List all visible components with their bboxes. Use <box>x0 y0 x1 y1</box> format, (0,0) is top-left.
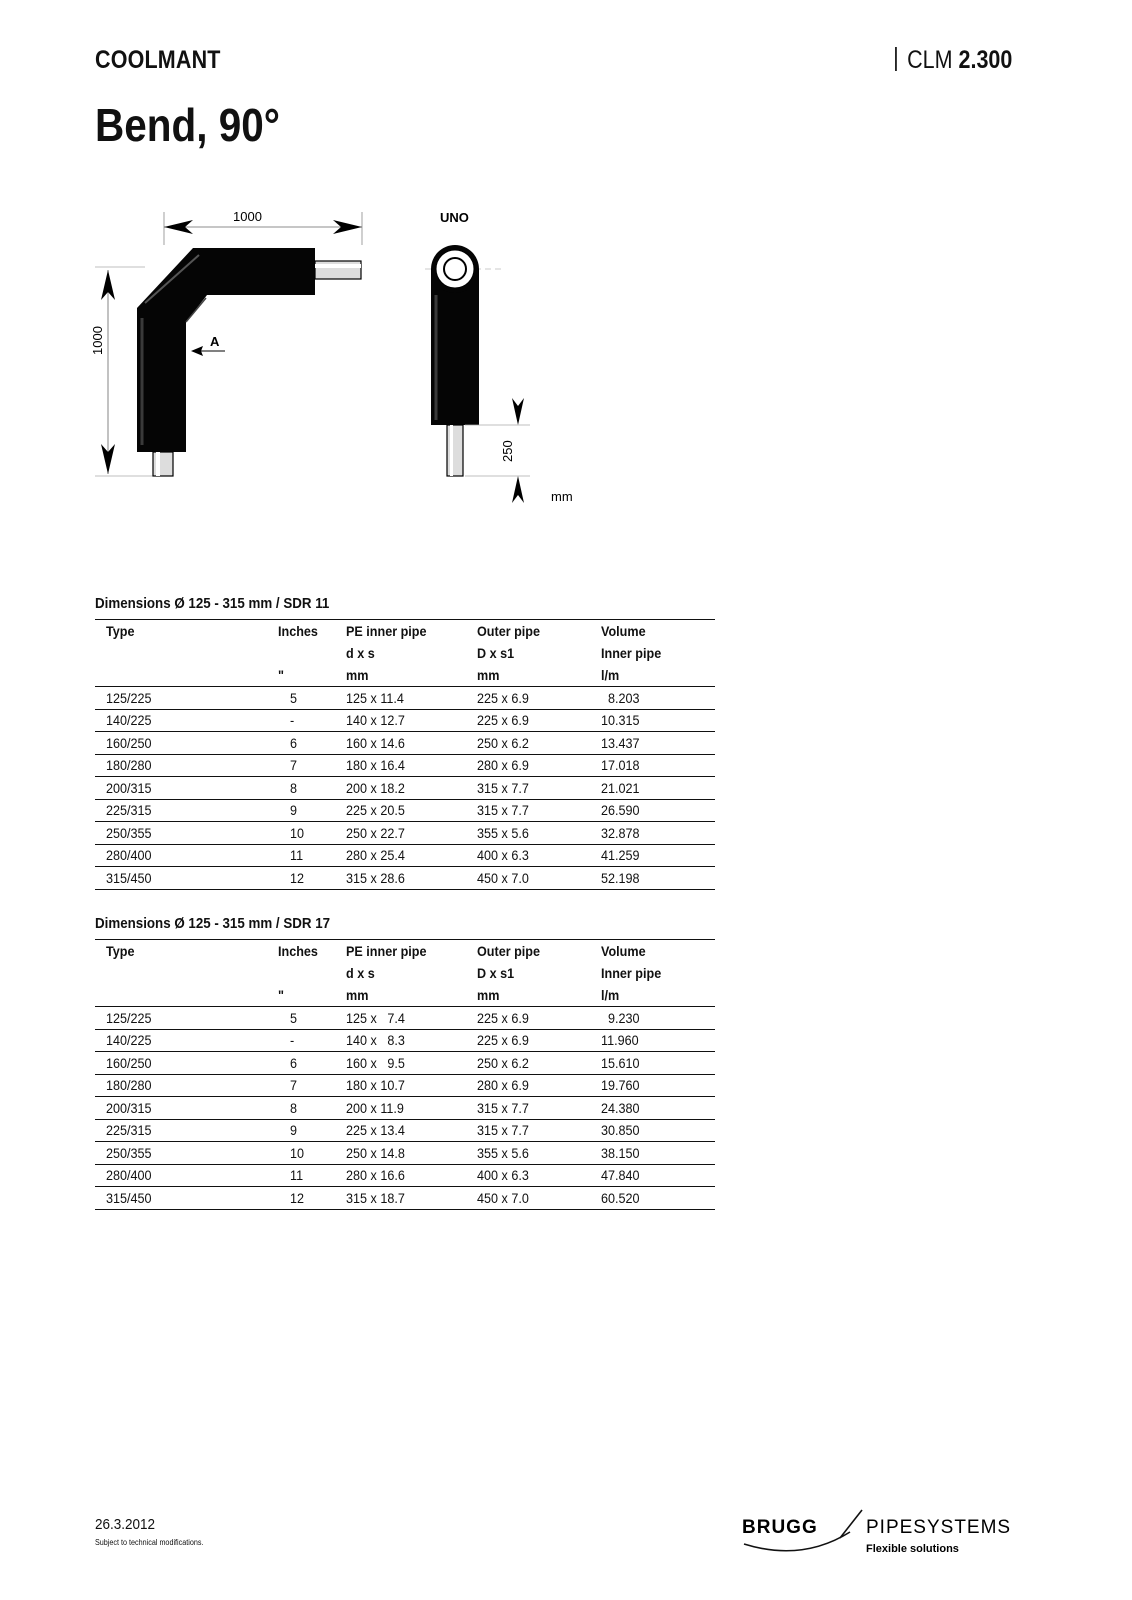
cell-inches: 12 <box>290 1189 305 1206</box>
table-section-sdr11 <box>95 596 715 890</box>
header-outer: Outer pipe <box>477 623 541 639</box>
cell-inches: 5 <box>290 1009 298 1026</box>
cell-type: 250/355 <box>106 1144 152 1161</box>
cell-outer: 280 x 6.9 <box>477 1077 529 1094</box>
cell-outer: 225 x 6.9 <box>477 689 529 706</box>
cell-pe: 180 x 16.4 <box>346 757 405 774</box>
header-outer-unit: mm <box>477 987 500 1003</box>
table-title: Dimensions Ø 125 - 315 mm / SDR 11 <box>95 596 330 612</box>
unit-label: mm <box>551 489 573 504</box>
cell-type: 225/315 <box>106 802 152 819</box>
bend-drawing <box>85 200 605 560</box>
cell-outer: 400 x 6.3 <box>477 1167 529 1184</box>
cell-inches: 6 <box>290 1054 298 1071</box>
dimensions-table <box>95 619 715 890</box>
cell-outer: 315 x 7.7 <box>477 802 529 819</box>
cell-inches: - <box>290 1032 295 1049</box>
table-row <box>95 1074 715 1097</box>
cell-inches: 10 <box>290 824 305 841</box>
header-volume-unit: l/m <box>601 667 620 683</box>
table-row <box>95 799 715 822</box>
arrow-a-label: A <box>210 334 220 349</box>
header-inches-unit: " <box>278 667 284 683</box>
table-row <box>95 1142 715 1165</box>
table-row <box>95 709 715 732</box>
cell-volume: 8.203 <box>601 689 640 706</box>
cell-outer: 225 x 6.9 <box>477 712 529 729</box>
table-row <box>95 1007 715 1030</box>
header-pe-sub: d x s <box>346 965 375 981</box>
table-row <box>95 822 715 845</box>
cell-inches: 7 <box>290 1077 298 1094</box>
header-inches: Inches <box>278 623 318 639</box>
cell-inches: 8 <box>290 779 298 796</box>
cell-pe: 125 x 7.4 <box>346 1009 405 1026</box>
cell-outer: 450 x 7.0 <box>477 869 529 886</box>
cell-pe: 250 x 22.7 <box>346 824 405 841</box>
cell-volume: 60.520 <box>601 1189 640 1206</box>
table-row <box>95 754 715 777</box>
cell-type: 315/450 <box>106 1189 152 1206</box>
cell-type: 280/400 <box>106 1167 152 1184</box>
cell-volume: 9.230 <box>601 1009 640 1026</box>
table-row <box>95 867 715 890</box>
cell-inches: 12 <box>290 869 305 886</box>
table-section-sdr17 <box>95 916 715 1210</box>
table-row <box>95 687 715 710</box>
cell-type: 200/315 <box>106 779 152 796</box>
header-volume: Volume <box>601 943 646 959</box>
table-row <box>95 1187 715 1210</box>
logo-left-text: BRUGG <box>742 1517 818 1538</box>
cell-pe: 160 x 9.5 <box>346 1054 405 1071</box>
cell-type: 280/400 <box>106 847 152 864</box>
cell-outer: 225 x 6.9 <box>477 1032 529 1049</box>
cell-type: 200/315 <box>106 1099 152 1116</box>
header-volume-sub: Inner pipe <box>601 645 662 661</box>
table-row <box>95 1119 715 1142</box>
cell-type: 315/450 <box>106 869 152 886</box>
cell-type: 160/250 <box>106 1054 152 1071</box>
cell-pe: 280 x 16.6 <box>346 1167 405 1184</box>
header-type: Type <box>106 623 135 639</box>
cell-pe: 315 x 28.6 <box>346 869 405 886</box>
cell-type: 140/225 <box>106 712 152 729</box>
cell-pe: 315 x 18.7 <box>346 1189 405 1206</box>
view-label: UNO <box>440 210 469 225</box>
cell-volume: 19.760 <box>601 1077 640 1094</box>
dimensions-table <box>95 939 715 1210</box>
table-row <box>95 1029 715 1052</box>
cell-volume: 13.437 <box>601 734 640 751</box>
cell-type: 180/280 <box>106 1077 152 1094</box>
table-row <box>95 732 715 755</box>
cell-volume: 21.021 <box>601 779 640 796</box>
page-title: Bend, 90° <box>95 99 280 151</box>
cell-volume: 24.380 <box>601 1099 640 1116</box>
code-number: 2.300 <box>958 46 1012 74</box>
cell-type: 250/355 <box>106 824 152 841</box>
cell-pe: 200 x 18.2 <box>346 779 405 796</box>
cell-outer: 225 x 6.9 <box>477 1009 529 1026</box>
cell-type: 225/315 <box>106 1122 152 1139</box>
cell-outer: 315 x 7.7 <box>477 779 529 796</box>
cell-inches: 9 <box>290 802 298 819</box>
cell-volume: 11.960 <box>601 1032 639 1049</box>
table-row <box>95 1164 715 1187</box>
header-inches-unit: " <box>278 987 284 1003</box>
cell-outer: 280 x 6.9 <box>477 757 529 774</box>
cell-inches: - <box>290 712 295 729</box>
cell-type: 140/225 <box>106 1032 152 1049</box>
cell-outer: 355 x 5.6 <box>477 824 529 841</box>
cell-volume: 10.315 <box>601 712 640 729</box>
cell-pe: 225 x 20.5 <box>346 802 405 819</box>
header-inches: Inches <box>278 943 318 959</box>
cell-pe: 125 x 11.4 <box>346 689 404 706</box>
cell-pe: 140 x 8.3 <box>346 1032 405 1049</box>
cell-volume: 47.840 <box>601 1167 640 1184</box>
header-pe: PE inner pipe <box>346 943 427 959</box>
header-outer-sub: D x s1 <box>477 645 515 661</box>
cell-volume: 17.018 <box>601 757 640 774</box>
code-divider <box>895 47 897 71</box>
table-row <box>95 777 715 800</box>
cell-pe: 180 x 10.7 <box>346 1077 405 1094</box>
header-pe-unit: mm <box>346 987 369 1003</box>
cell-pe: 250 x 14.8 <box>346 1144 405 1161</box>
table-row <box>95 844 715 867</box>
brugg-logo <box>742 1508 1042 1568</box>
footer-note: Subject to technical modifications. <box>95 1538 204 1547</box>
dim-width-label: 1000 <box>233 209 262 224</box>
header-outer-sub: D x s1 <box>477 965 515 981</box>
cell-pe: 200 x 11.9 <box>346 1099 404 1116</box>
cell-volume: 38.150 <box>601 1144 640 1161</box>
cell-type: 180/280 <box>106 757 152 774</box>
header-volume: Volume <box>601 623 646 639</box>
cell-inches: 10 <box>290 1144 305 1161</box>
cell-type: 160/250 <box>106 734 152 751</box>
header-outer: Outer pipe <box>477 943 541 959</box>
cell-inches: 6 <box>290 734 298 751</box>
header-volume-unit: l/m <box>601 987 620 1003</box>
table-row <box>95 1052 715 1075</box>
header-pe: PE inner pipe <box>346 623 427 639</box>
cell-outer: 250 x 6.2 <box>477 1054 529 1071</box>
product-code <box>895 46 1012 75</box>
cell-outer: 355 x 5.6 <box>477 1144 529 1161</box>
footer-date: 26.3.2012 <box>95 1516 156 1533</box>
dim-leg-label: 250 <box>500 440 515 462</box>
cell-inches: 8 <box>290 1099 298 1116</box>
cell-inches: 9 <box>290 1122 298 1139</box>
header-volume-sub: Inner pipe <box>601 965 662 981</box>
cell-outer: 315 x 7.7 <box>477 1122 529 1139</box>
logo-right-text: PIPESYSTEMS <box>866 1517 1012 1538</box>
dim-height-label: 1000 <box>90 326 105 355</box>
table-row <box>95 1097 715 1120</box>
code-prefix: CLM <box>906 46 953 74</box>
cell-type: 125/225 <box>106 1009 152 1026</box>
cell-outer: 250 x 6.2 <box>477 734 529 751</box>
cell-inches: 7 <box>290 757 298 774</box>
brand-name: COOLMANT <box>95 46 221 74</box>
cell-volume: 30.850 <box>601 1122 640 1139</box>
cell-pe: 225 x 13.4 <box>346 1122 405 1139</box>
cell-outer: 315 x 7.7 <box>477 1099 529 1116</box>
cell-pe: 160 x 14.6 <box>346 734 405 751</box>
header-type: Type <box>106 943 135 959</box>
cell-volume: 15.610 <box>601 1054 640 1071</box>
cell-inches: 11 <box>290 1167 304 1184</box>
cell-inches: 5 <box>290 689 298 706</box>
cell-volume: 32.878 <box>601 824 640 841</box>
cell-pe: 280 x 25.4 <box>346 847 405 864</box>
table-title: Dimensions Ø 125 - 315 mm / SDR 17 <box>95 916 331 932</box>
header-outer-unit: mm <box>477 667 500 683</box>
cell-type: 125/225 <box>106 689 152 706</box>
cell-volume: 41.259 <box>601 847 640 864</box>
cell-pe: 140 x 12.7 <box>346 712 405 729</box>
cell-volume: 26.590 <box>601 802 640 819</box>
cell-outer: 400 x 6.3 <box>477 847 529 864</box>
header-pe-unit: mm <box>346 667 369 683</box>
cell-outer: 450 x 7.0 <box>477 1189 529 1206</box>
cell-volume: 52.198 <box>601 869 640 886</box>
cell-inches: 11 <box>290 847 304 864</box>
header-pe-sub: d x s <box>346 645 375 661</box>
logo-tagline: Flexible solutions <box>866 1543 959 1555</box>
